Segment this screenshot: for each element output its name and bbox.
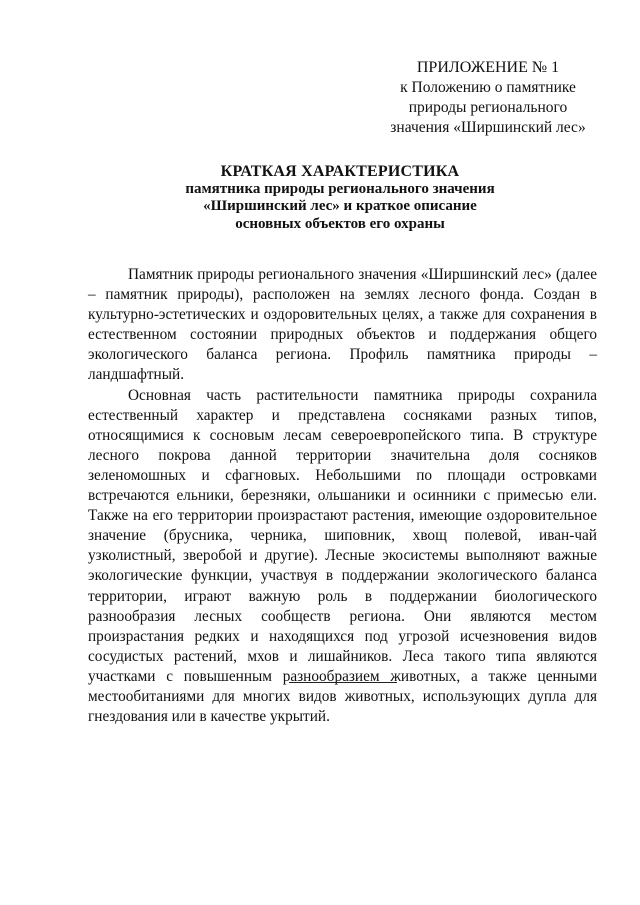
appendix-title: ПРИЛОЖЕНИЕ № 1 bbox=[416, 59, 560, 76]
heading-title: КРАТКАЯ ХАРАКТЕРИСТИКА bbox=[220, 163, 460, 180]
appendix-header bbox=[378, 58, 598, 138]
appendix-line-1: к Положению о памятнике bbox=[400, 79, 576, 96]
separator-line bbox=[289, 682, 397, 683]
paragraph-intro: Памятник природы регионального значения «Ширшинский лес» (далее – памятник природы), расположен на землях лесного фонда. Создан в культурно-эстетических и оздоровительных целях, а также для сохранения в естественном состоянии природных объектов и поддержания общего экологического баланса региона. Профиль памятника природы – ландшафтный. bbox=[88, 266, 597, 384]
heading-line-1: памятника природы регионального значения bbox=[185, 180, 495, 197]
document-body bbox=[88, 265, 597, 727]
heading-line-3: основных объектов его охраны bbox=[235, 215, 445, 232]
paragraph-vegetation: Основная часть растительности памятника природы сохранила естественный характер и представлена сосняками разных типов, относящимися к сосновым лесам североевропейского типа. В структуре лесного покрова данной территории значительна доля сосняков зеленомошных и сфагновых. Небольшими по площади островками встречаются ельники, березняки, ольшаники и осинники с примесью ели. Также на его территории произрастают растения, имеющие оздоровительное значение (брусника, черника, шиповник, хвощ полевой, иван-чай узколистный, зверобой и другие). Лесные экосистемы выполняют важные экологические функции, участвуя в поддержании экологического баланса территории, играют важную роль в поддержании биологического разнообразия лесных сообществ региона. Они являются местом произрастания редких и находящихся под угрозой исчезновения видов сосудистых растений, мхов и лишайников. Леса такого типа являются участками с повышенным разнообразием животных, а также ценными местообитаниями для многих видов животных, использующих дупла для гнездования или в качестве укрытий. bbox=[88, 386, 597, 726]
appendix-line-2: природы регионального bbox=[408, 99, 568, 116]
heading-line-2: «Ширшинский лес» и краткое описание bbox=[203, 198, 477, 214]
document-heading bbox=[80, 163, 600, 233]
appendix-line-3: значения «Ширшинский лес» bbox=[390, 119, 586, 136]
